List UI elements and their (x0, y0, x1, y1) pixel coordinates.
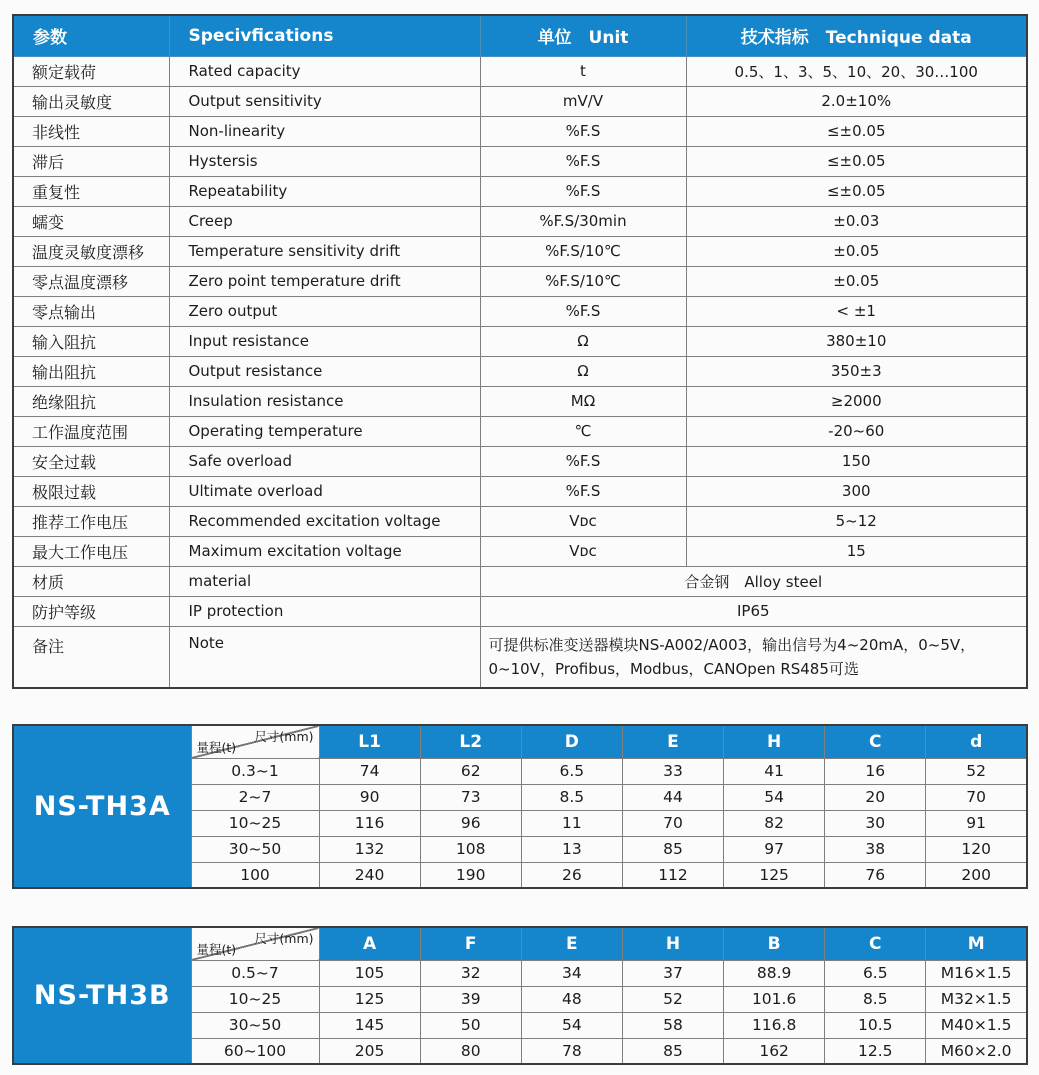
dim-value-cell: 58 (622, 1012, 723, 1038)
dim-value-cell: 52 (622, 986, 723, 1012)
dim-value-cell: 70 (622, 810, 723, 836)
technique-data-value: -20~60 (686, 416, 1027, 446)
dim-value-cell: 20 (825, 784, 926, 810)
dim-value-cell: 162 (724, 1038, 825, 1064)
spec-row (13, 536, 1027, 566)
model-label: NS-TH3B (13, 927, 191, 1064)
param-name-en: Output resistance (169, 356, 480, 386)
param-name-cn: 输出灵敏度 (13, 86, 169, 116)
dim-value-cell: 13 (521, 836, 622, 862)
dim-value-cell: 44 (622, 784, 723, 810)
dim-col-header: E (521, 927, 622, 960)
dim-col-header: A (319, 927, 420, 960)
dim-value-cell: 88.9 (724, 960, 825, 986)
technique-data-value: 5~12 (686, 506, 1027, 536)
corner-range-label: 量程(t) (196, 739, 237, 755)
dim-value-cell: 48 (521, 986, 622, 1012)
spec-row (13, 476, 1027, 506)
technique-data-value: ±0.05 (686, 236, 1027, 266)
col-header-spec: Specivfications (169, 15, 480, 56)
dim-value-cell: 11 (521, 810, 622, 836)
spec-row (13, 146, 1027, 176)
technique-data-value: 350±3 (686, 356, 1027, 386)
dim-value-cell: 50 (420, 1012, 521, 1038)
dim-header-row (13, 725, 1027, 758)
range-cell: 30~50 (191, 836, 319, 862)
corner-dimension-label: 尺寸(mm) (254, 729, 314, 744)
param-name-cn: 安全过载 (13, 446, 169, 476)
technique-data-value: ≤±0.05 (686, 176, 1027, 206)
param-name-en: Temperature sensitivity drift (169, 236, 480, 266)
dim-value-cell: 108 (420, 836, 521, 862)
dim-value-cell: 34 (521, 960, 622, 986)
param-name-cn: 绝缘阻抗 (13, 386, 169, 416)
param-name-en: IP protection (169, 596, 480, 626)
param-name-en: Input resistance (169, 326, 480, 356)
unit-value: %F.S (480, 296, 686, 326)
dim-col-header: M (926, 927, 1027, 960)
dim-value-cell: 10.5 (825, 1012, 926, 1038)
spec-row (13, 86, 1027, 116)
dim-value-cell: 32 (420, 960, 521, 986)
spec-table (12, 14, 1028, 689)
param-name-cn: 极限过载 (13, 476, 169, 506)
dim-col-header: B (724, 927, 825, 960)
dim-value-cell: 120 (926, 836, 1027, 862)
col-header-unit: 单位 Unit (480, 15, 686, 56)
param-name-en: Operating temperature (169, 416, 480, 446)
material-value: 合金钢 Alloy steel (480, 566, 1027, 596)
dim-value-cell: 41 (724, 758, 825, 784)
dim-value-cell: 116.8 (724, 1012, 825, 1038)
technique-data-value: 300 (686, 476, 1027, 506)
dim-value-cell: 85 (622, 836, 723, 862)
unit-value: ℃ (480, 416, 686, 446)
dim-value-cell: 62 (420, 758, 521, 784)
note-text (480, 626, 1027, 688)
technique-data-value: 15 (686, 536, 1027, 566)
param-name-en: Note (169, 626, 480, 688)
param-name-cn: 最大工作电压 (13, 536, 169, 566)
param-name-cn: 备注 (13, 626, 169, 688)
technique-data-value: 0.5、1、3、5、10、20、30…100 (686, 56, 1027, 86)
param-name-cn: 工作温度范围 (13, 416, 169, 446)
dim-value-cell: 12.5 (825, 1038, 926, 1064)
dim-value-cell: 8.5 (825, 986, 926, 1012)
spec-table-merged-rows (13, 566, 1027, 688)
param-name-en: Rated capacity (169, 56, 480, 86)
spec-table-body (13, 56, 1027, 566)
technique-data-value: ±0.05 (686, 266, 1027, 296)
dim-value-cell: 240 (319, 862, 420, 888)
unit-value: Vᴅᴄ (480, 506, 686, 536)
technique-data-value: ≥2000 (686, 386, 1027, 416)
dim-col-header: L1 (319, 725, 420, 758)
dim-table-ns-th3b (12, 926, 1028, 1065)
dim-value-cell: 52 (926, 758, 1027, 784)
param-name-en: Insulation resistance (169, 386, 480, 416)
param-name-en: Creep (169, 206, 480, 236)
col-header-technique-data: 技术指标 Technique data (686, 15, 1027, 56)
param-name-cn: 防护等级 (13, 596, 169, 626)
unit-value: %F.S (480, 146, 686, 176)
dim-value-cell: 205 (319, 1038, 420, 1064)
unit-value: %F.S/10℃ (480, 236, 686, 266)
dim-value-cell: 97 (724, 836, 825, 862)
dim-value-cell: 125 (319, 986, 420, 1012)
unit-value: %F.S/10℃ (480, 266, 686, 296)
dim-value-cell: M60×2.0 (926, 1038, 1027, 1064)
range-cell: 2~7 (191, 784, 319, 810)
dim-value-cell: 105 (319, 960, 420, 986)
dim-value-cell: 85 (622, 1038, 723, 1064)
unit-value: %F.S (480, 116, 686, 146)
param-name-en: Recommended excitation voltage (169, 506, 480, 536)
spec-row (13, 356, 1027, 386)
dim-value-cell: 54 (724, 784, 825, 810)
model-label: NS-TH3A (13, 725, 191, 888)
technique-data-value: ≤±0.05 (686, 116, 1027, 146)
dim-value-cell: 39 (420, 986, 521, 1012)
param-name-en: Non-linearity (169, 116, 480, 146)
dim-value-cell: 73 (420, 784, 521, 810)
spec-row-material (13, 566, 1027, 596)
spec-row (13, 296, 1027, 326)
spec-row (13, 326, 1027, 356)
technique-data-value: 150 (686, 446, 1027, 476)
unit-value: Vᴅᴄ (480, 536, 686, 566)
unit-value: %F.S (480, 446, 686, 476)
unit-value: Ω (480, 356, 686, 386)
spec-header-row (13, 15, 1027, 56)
dim-value-cell: 112 (622, 862, 723, 888)
dim-value-cell: 96 (420, 810, 521, 836)
param-name-cn: 输入阻抗 (13, 326, 169, 356)
dim-value-cell: 101.6 (724, 986, 825, 1012)
range-cell: 100 (191, 862, 319, 888)
dim-value-cell: 116 (319, 810, 420, 836)
param-name-cn: 推荐工作电压 (13, 506, 169, 536)
dim-value-cell: 125 (724, 862, 825, 888)
dim-value-cell: 76 (825, 862, 926, 888)
dim-value-cell: M32×1.5 (926, 986, 1027, 1012)
spec-row (13, 116, 1027, 146)
dim-value-cell: 91 (926, 810, 1027, 836)
note-text-line-1: 可提供标准变送器模块NS-A002/A003，输出信号为4~20mA，0~5V， (488, 635, 976, 654)
dim-value-cell: 6.5 (521, 758, 622, 784)
dim-value-cell: 37 (622, 960, 723, 986)
dim-col-header: d (926, 725, 1027, 758)
technique-data-value: ±0.03 (686, 206, 1027, 236)
param-name-en: Hystersis (169, 146, 480, 176)
param-name-en: Maximum excitation voltage (169, 536, 480, 566)
unit-value: Ω (480, 326, 686, 356)
dim-col-header: H (622, 927, 723, 960)
corner-dimension-label: 尺寸(mm) (254, 931, 314, 946)
spec-row (13, 236, 1027, 266)
dim-value-cell: 200 (926, 862, 1027, 888)
ip-protection-value: IP65 (480, 596, 1027, 626)
range-cell: 30~50 (191, 1012, 319, 1038)
corner-range-label: 量程(t) (196, 941, 237, 957)
dim-value-cell: 132 (319, 836, 420, 862)
technique-data-value: ≤±0.05 (686, 146, 1027, 176)
dim-value-cell: 74 (319, 758, 420, 784)
param-name-cn: 蠕变 (13, 206, 169, 236)
range-cell: 10~25 (191, 986, 319, 1012)
range-cell: 0.3~1 (191, 758, 319, 784)
dim-value-cell: 190 (420, 862, 521, 888)
dim-col-header: F (420, 927, 521, 960)
dim-table-ns-th3b-section (12, 926, 1028, 1065)
dim-value-cell: 90 (319, 784, 420, 810)
spec-row (13, 176, 1027, 206)
param-name-en: Safe overload (169, 446, 480, 476)
corner-axis-cell (191, 725, 319, 758)
dim-col-header: D (521, 725, 622, 758)
range-cell: 10~25 (191, 810, 319, 836)
dim-value-cell: 145 (319, 1012, 420, 1038)
technique-data-value: 2.0±10% (686, 86, 1027, 116)
spec-row (13, 506, 1027, 536)
spec-row-note (13, 626, 1027, 688)
unit-value: %F.S/30min (480, 206, 686, 236)
dim-value-cell: 33 (622, 758, 723, 784)
dim-value-cell: 38 (825, 836, 926, 862)
param-name-cn: 材质 (13, 566, 169, 596)
dim-value-cell: 80 (420, 1038, 521, 1064)
note-text-line-2: 0~10V，Profibus，Modbus，CANOpen RS485可选 (488, 659, 859, 678)
param-name-cn: 滞后 (13, 146, 169, 176)
dim-col-header: C (825, 927, 926, 960)
technique-data-value: < ±1 (686, 296, 1027, 326)
dim-col-header: C (825, 725, 926, 758)
dim-value-cell: 6.5 (825, 960, 926, 986)
dim-value-cell: 16 (825, 758, 926, 784)
col-header-param: 参数 (13, 15, 169, 56)
dim-value-cell: 54 (521, 1012, 622, 1038)
dim-value-cell: 78 (521, 1038, 622, 1064)
param-name-cn: 重复性 (13, 176, 169, 206)
range-cell: 0.5~7 (191, 960, 319, 986)
dim-value-cell: 26 (521, 862, 622, 888)
corner-axis-cell (191, 927, 319, 960)
param-name-cn: 额定载荷 (13, 56, 169, 86)
dim-header-row (13, 927, 1027, 960)
dim-value-cell: 8.5 (521, 784, 622, 810)
unit-value: MΩ (480, 386, 686, 416)
dim-col-header: E (622, 725, 723, 758)
unit-value: %F.S (480, 476, 686, 506)
dim-value-cell: 82 (724, 810, 825, 836)
unit-value: %F.S (480, 176, 686, 206)
param-name-cn: 温度灵敏度漂移 (13, 236, 169, 266)
dim-table-ns-th3a-section (12, 724, 1028, 889)
param-name-en: Repeatability (169, 176, 480, 206)
spec-row (13, 416, 1027, 446)
param-name-cn: 非线性 (13, 116, 169, 146)
dim-value-cell: M16×1.5 (926, 960, 1027, 986)
spec-row (13, 56, 1027, 86)
dim-value-cell: M40×1.5 (926, 1012, 1027, 1038)
dim-col-header: L2 (420, 725, 521, 758)
spec-row (13, 386, 1027, 416)
technique-data-value: 380±10 (686, 326, 1027, 356)
param-name-en: Zero point temperature drift (169, 266, 480, 296)
spec-row-ip-protection (13, 596, 1027, 626)
param-name-cn: 零点温度漂移 (13, 266, 169, 296)
dim-table-ns-th3a (12, 724, 1028, 889)
dim-value-cell: 30 (825, 810, 926, 836)
param-name-en: material (169, 566, 480, 596)
param-name-cn: 零点输出 (13, 296, 169, 326)
param-name-cn: 输出阻抗 (13, 356, 169, 386)
spec-row (13, 446, 1027, 476)
spec-row (13, 206, 1027, 236)
spec-row (13, 266, 1027, 296)
dim-col-header: H (724, 725, 825, 758)
unit-value: mV/V (480, 86, 686, 116)
param-name-en: Ultimate overload (169, 476, 480, 506)
param-name-en: Output sensitivity (169, 86, 480, 116)
range-cell: 60~100 (191, 1038, 319, 1064)
unit-value: t (480, 56, 686, 86)
param-name-en: Zero output (169, 296, 480, 326)
dim-value-cell: 70 (926, 784, 1027, 810)
